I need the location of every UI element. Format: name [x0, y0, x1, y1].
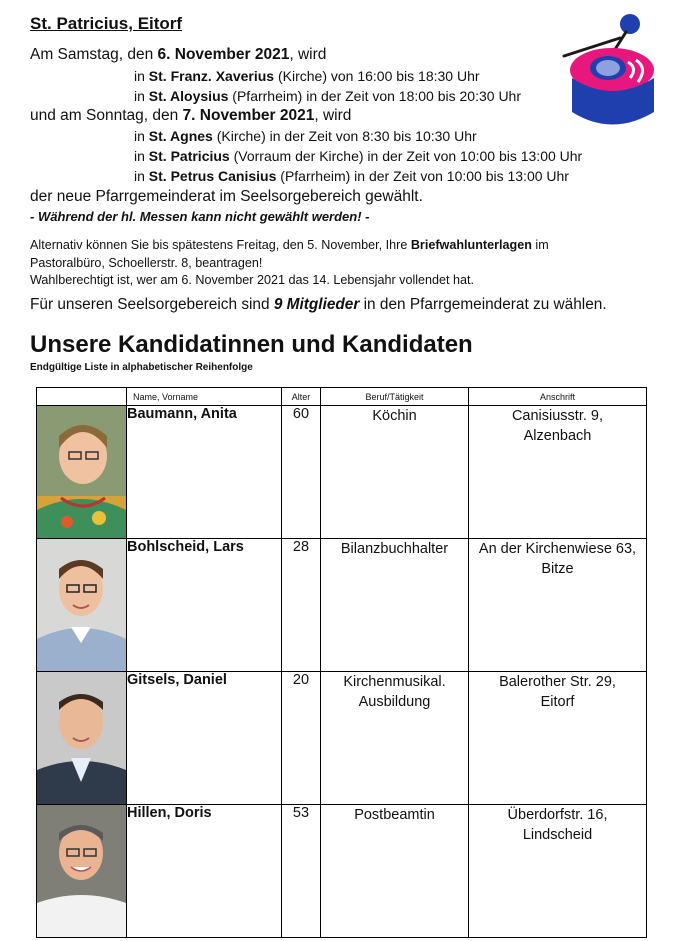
candidate-job: Bilanzbuchhalter — [321, 539, 469, 672]
saturday-intro: Am Samstag, den 6. November 2021, wird — [30, 46, 327, 63]
candidate-age: 53 — [282, 805, 321, 938]
candidate-name: Gitsels, Daniel — [127, 672, 282, 805]
table-row — [37, 805, 647, 938]
postal-vote-text-2: Pastoralbüro, Schoellerstr. 8, beantragen! — [30, 256, 263, 270]
candidate-job: Köchin — [321, 406, 469, 539]
candidate-photo — [37, 539, 127, 672]
address-column-header: Anschrift — [469, 388, 647, 406]
candidate-age: 28 — [282, 539, 321, 672]
eligibility-text: Wahlberechtigt ist, wer am 6. November 2021 das 14. Lebensjahr vollendet hat. — [30, 273, 475, 287]
postal-vote-text: Alternativ können Sie bis spätestens Freitag, den 5. November, Ihre Briefwahlunterlagen im — [30, 238, 549, 252]
candidate-age: 60 — [282, 406, 321, 539]
location-line: in St. Patricius (Vorraum der Kirche) in der Zeit von 10:00 bis 13:00 Uhr — [134, 148, 583, 164]
candidate-address: Canisiusstr. 9, Alzenbach — [469, 406, 647, 539]
candidate-address: Balerother Str. 29, Eitorf — [469, 672, 647, 805]
candidate-job: Postbeamtin — [321, 805, 469, 938]
candidate-address: An der Kirchenwiese 63, Bitze — [469, 539, 647, 672]
name-column-header: Name, Vorname — [127, 388, 282, 406]
candidates-subheading: Endgültige Liste in alphabetischer Reihenfolge — [30, 362, 253, 373]
age-column-header: Alter — [282, 388, 321, 406]
candidate-photo — [37, 805, 127, 938]
candidates-table — [36, 387, 647, 938]
candidate-photo — [37, 406, 127, 539]
candidate-name: Baumann, Anita — [127, 406, 282, 539]
location-line: in St. Agnes (Kirche) in der Zeit von 8:30 bis 10:30 Uhr — [134, 128, 477, 144]
portrait-icon — [37, 539, 126, 671]
candidate-job: Kirchenmusikal. Ausbildung — [321, 672, 469, 805]
candidate-name: Bohlscheid, Lars — [127, 539, 282, 672]
candidate-name: Hillen, Doris — [127, 805, 282, 938]
table-row — [37, 406, 647, 539]
location-line: in St. Aloysius (Pfarrheim) in der Zeit von 18:00 bis 20:30 Uhr — [134, 88, 521, 104]
candidate-age: 20 — [282, 672, 321, 805]
candidates-heading: Unsere Kandidatinnen und Kandidaten — [30, 331, 473, 358]
candidate-address: Überdorfstr. 16, Lindscheid — [469, 805, 647, 938]
table-row — [37, 672, 647, 805]
table-header-row — [37, 388, 647, 406]
table-row — [37, 539, 647, 672]
sunday-intro: und am Sonntag, den 7. November 2021, wird — [30, 107, 352, 124]
photo-column-header — [37, 388, 127, 406]
portrait-icon — [37, 406, 126, 538]
conclusion-text: der neue Pfarrgemeinderat im Seelsorgebereich gewählt. — [30, 188, 423, 205]
mass-note: - Während der hl. Messen kann nicht gewählt werden! - — [30, 209, 370, 224]
parish-title: St. Patricius, Eitorf — [30, 14, 183, 33]
portrait-icon — [37, 805, 126, 937]
location-line: in St. Petrus Canisius (Pfarrheim) in der Zeit von 10:00 bis 13:00 Uhr — [134, 168, 569, 184]
location-line: in St. Franz. Xaverius (Kirche) von 16:00 bis 18:30 Uhr — [134, 68, 480, 84]
job-column-header: Beruf/Tätigkeit — [321, 388, 469, 406]
candidate-photo — [37, 672, 127, 805]
members-text: Für unseren Seelsorgebereich sind 9 Mitglieder in den Pfarrgemeinderat zu wählen. — [30, 296, 607, 313]
portrait-icon — [37, 672, 126, 804]
drum-icon — [560, 12, 665, 130]
